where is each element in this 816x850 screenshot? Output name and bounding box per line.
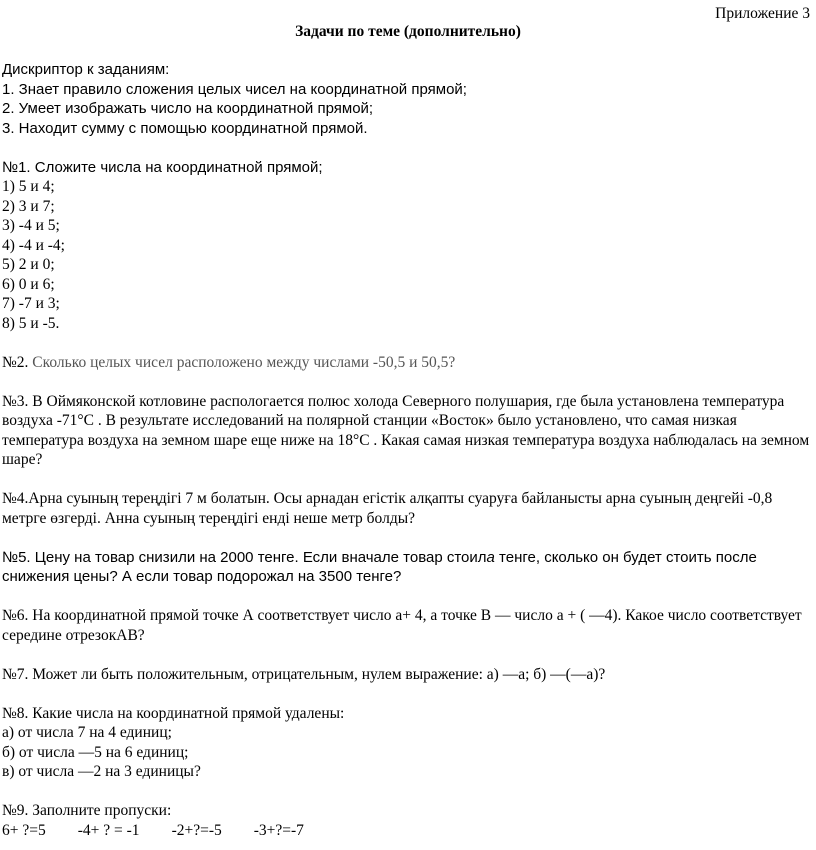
task-1-heading: №1. Сложите числа на координатной прямой;	[2, 158, 323, 176]
spacer	[2, 528, 814, 548]
appendix-label: Приложение 3	[715, 5, 810, 22]
descriptor-item: 2. Умеет изображать число на координатной прямой;	[2, 100, 374, 117]
task-9-blanks	[2, 821, 814, 841]
task-1-item: 8) 5 и -5.	[2, 314, 60, 332]
descriptor-heading: Дискриптор к заданиям:	[2, 61, 170, 78]
descriptor-section	[2, 60, 814, 138]
task-5	[2, 548, 814, 587]
task-3: №3. В Оймяконской котловине распологается полюс холода Северного полушария, где была установлена температура воздуха -71°С . В результате исследований на полярной станции «Восток» было установлено, что самая низкая температура воздуха на земном шаре еще ниже на 18°С . Какая самая низкая температура воздуха наблюдалась на земном шаре?	[2, 392, 810, 468]
task-2-number: №2.	[2, 353, 29, 371]
spacer	[2, 372, 814, 392]
task-4: №4.Арна суының тереңдігі 7 м болатын. Осы арнадан егістік алқапты суаруға байланысты арна суының деңгейі -0,8 метрге өзгерді. Анна суының тереңдігі енді неше метр болды?	[2, 490, 773, 527]
task-6: №6. На координатной прямой точке А соответствует число а+ 4, а точке В — число а + ( —4). Какое число соответствует середине отрезокАВ?	[2, 607, 802, 644]
task-1-item: 6) 0 и 6;	[2, 275, 55, 293]
spacer	[2, 684, 814, 704]
descriptor-item: 1. Знает правило сложения целых чисел на координатной прямой;	[2, 80, 467, 98]
task-1-item: 2) 3 и 7;	[2, 197, 55, 215]
task-8-item: а) от числа 7 на 4 единиц;	[2, 724, 172, 741]
task-1-item: 5) 2 и 0;	[2, 256, 55, 273]
spacer	[2, 782, 814, 802]
task-1-item: 1) 5 и 4;	[2, 178, 55, 195]
task-8-item: в) от числа —2 на 3 единицы?	[2, 763, 201, 780]
task-5-italic: а	[486, 548, 495, 566]
task-1-item: 4) -4 и -4;	[2, 236, 65, 254]
task-2	[2, 353, 814, 373]
spacer	[2, 587, 814, 607]
task-1-item: 7) -7 и 3;	[2, 295, 60, 312]
spacer	[2, 138, 814, 158]
task-9	[2, 801, 814, 840]
blank-expression: -2+?=-5	[171, 821, 222, 839]
task-8	[2, 704, 814, 782]
task-8-heading: №8. Какие числа на координатной прямой удалены:	[2, 704, 345, 722]
task-9-heading: №9. Заполните пропуски:	[2, 802, 172, 819]
blank-expression: 6+ ?=5	[2, 821, 46, 839]
page-title: Задачи по теме (дополнительно)	[295, 23, 521, 40]
blank-expression: -3+?=-7	[253, 821, 304, 839]
spacer	[2, 333, 814, 353]
task-7: №7. Может ли быть положительным, отрицательным, нулем выражение: а) —а; б) —(—а)?	[2, 665, 606, 683]
spacer	[2, 645, 814, 665]
task-1	[2, 158, 814, 334]
task-5-part1: №5. Цену на товар снизили на 2000 тенге. Если вначале товар стоил	[2, 548, 487, 566]
document-body	[2, 60, 814, 840]
task-8-item: б) от числа —5 на 6 единиц;	[2, 743, 189, 761]
blank-expression: -4+ ? = -1	[77, 821, 140, 839]
descriptor-item: 3. Находит сумму с помощью координатной прямой.	[2, 119, 368, 137]
task-2-text: Сколько целых чисел расположено между числами -50,5 и 50,5?	[32, 353, 456, 371]
task-5-part2: тенге, сколько он будет стоить после снижения цены? А если товар подорожал на 3500 тенге?	[2, 548, 757, 585]
spacer	[2, 470, 814, 490]
task-1-item: 3) -4 и 5;	[2, 217, 60, 234]
